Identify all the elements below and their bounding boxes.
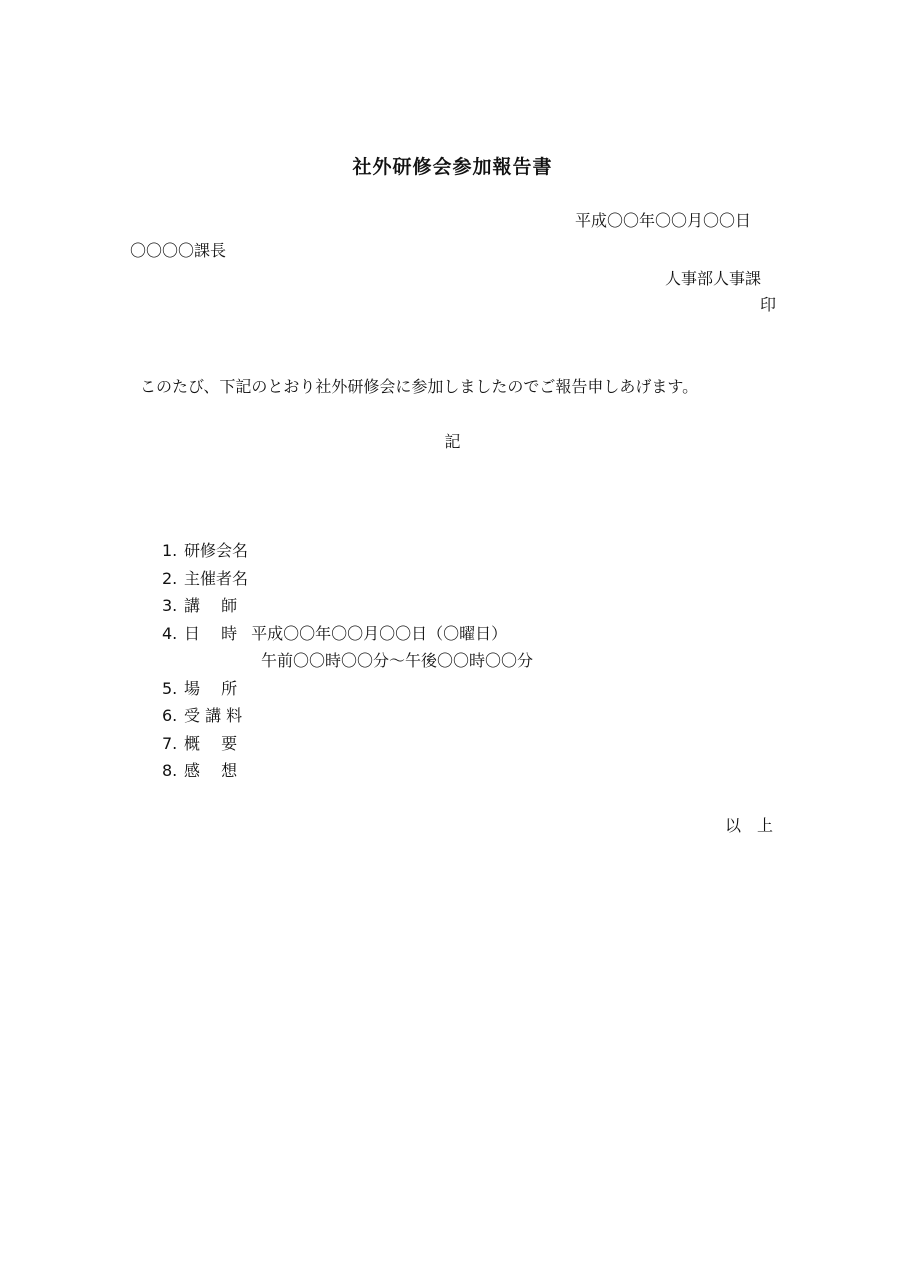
item-number: 4. — [162, 623, 178, 643]
item-label: 日 時 — [184, 623, 238, 643]
list-item — [162, 730, 533, 758]
item-label: 場 所 — [184, 678, 238, 698]
seal-mark: 印 — [760, 295, 777, 314]
list-item-continuation — [162, 647, 533, 675]
list-item — [162, 565, 533, 593]
item-label: 講 師 — [184, 596, 238, 615]
item-label: 主催者名 — [184, 568, 249, 588]
item-value-continued: 午前〇〇時〇〇分～午後〇〇時〇〇分 — [261, 651, 534, 670]
list-item — [162, 537, 533, 565]
recipient: 〇〇〇〇課長 — [130, 241, 227, 260]
item-number: 8. — [162, 761, 178, 780]
item-label: 概 要 — [184, 733, 238, 753]
intro-paragraph: このたび、下記のとおり社外研修会に参加しましたのでご報告申しあげます。 — [140, 377, 699, 396]
item-number: 2. — [162, 568, 178, 588]
item-number: 5. — [162, 678, 178, 698]
item-label: 感 想 — [184, 761, 238, 780]
list-item — [162, 592, 533, 620]
list-item — [162, 620, 533, 648]
document-title: 社外研修会参加報告書 — [352, 156, 553, 178]
sender-department: 人事部人事課 — [665, 269, 762, 288]
list-item — [162, 757, 533, 785]
item-label: 研修会名 — [184, 541, 249, 560]
closing-mark: 以 上 — [725, 816, 774, 835]
document-date: 平成〇〇年〇〇月〇〇日 — [575, 211, 752, 230]
list-item — [162, 675, 533, 703]
item-value: 平成〇〇年〇〇月〇〇日（〇曜日） — [251, 623, 508, 643]
item-number: 1. — [162, 541, 178, 560]
item-label: 受 講 料 — [184, 706, 243, 725]
list-item — [162, 702, 533, 730]
item-number: 6. — [162, 706, 178, 725]
item-number: 7. — [162, 733, 178, 753]
ki-heading: 記 — [444, 432, 461, 451]
item-list — [162, 537, 533, 785]
item-number: 3. — [162, 596, 178, 615]
